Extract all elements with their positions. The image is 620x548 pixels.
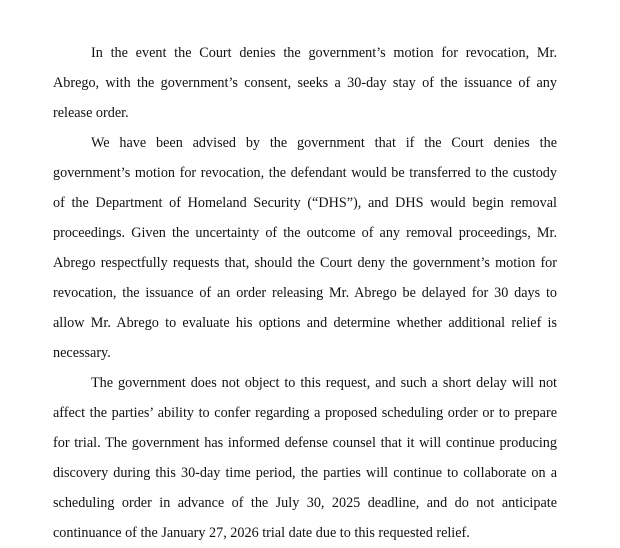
document-body	[53, 38, 557, 548]
paragraph-dhs-transfer: We have been advised by the government that if the Court denies the government’s motion for revocation, the defendant would be transferred to the custody of the Department of Homeland Security (“DHS”), and DHS would begin removal proceedings. Given the uncertainty of the outcome of any removal proceedings, Mr. Abrego respectfully requests that, should the Court deny the government’s motion for revocation, the issuance of an order releasing Mr. Abrego be delayed for 30 days to allow Mr. Abrego to evaluate his options and determine whether additional relief is necessary.	[53, 135, 557, 361]
paragraph-stay-request: In the event the Court denies the government’s motion for revocation, Mr. Abrego, with the government’s consent, seeks a 30-day stay of the issuance of any release order.	[53, 45, 557, 121]
paragraph-government-position: The government does not object to this request, and such a short delay will not affect the parties’ ability to confer regarding a proposed scheduling order or to prepare for trial. The government has informed defense counsel that it will continue producing discovery during this 30-day time period, the parties will continue to collaborate on a scheduling order in advance of the July 30, 2025 deadline, and do not anticipate continuance of the January 27, 2026 trial date due to this requested relief.	[53, 375, 557, 541]
